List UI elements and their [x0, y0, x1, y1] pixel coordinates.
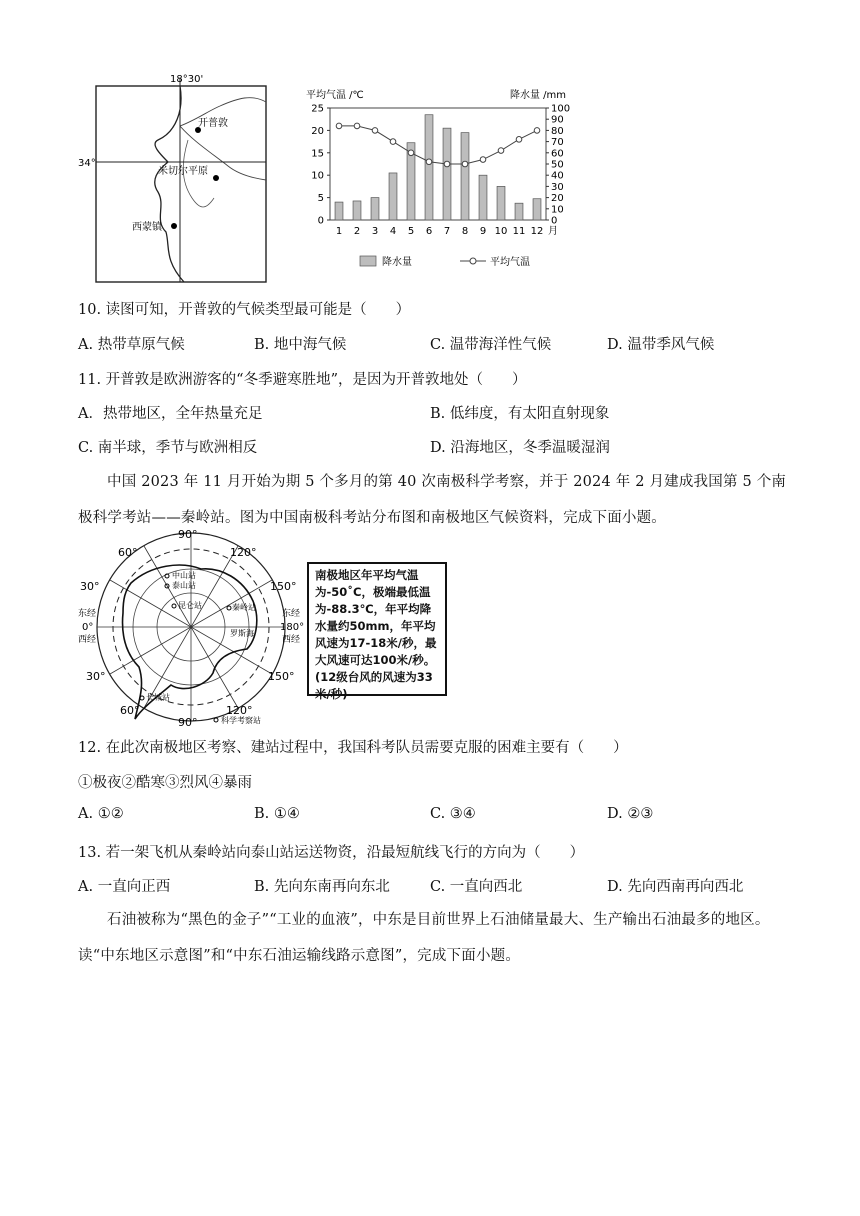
legend-station-label: 科学考察站 — [221, 716, 261, 725]
station-qinling: 秦岭站 — [232, 603, 256, 612]
station-zhongshan: 中山站 — [172, 571, 196, 580]
right-tick-label: 80 — [551, 125, 564, 137]
q12-option-d[interactable]: D. ②③ — [607, 806, 654, 822]
temp-point — [498, 148, 504, 154]
left-tick-label: 25 — [311, 103, 324, 115]
lon-120-bottom: 120° — [226, 704, 253, 717]
left-tick-label: 0 — [317, 215, 324, 227]
q13-option-b[interactable]: B. 先向东南再向东北 — [254, 879, 390, 895]
passage-middle-east-oil: 石油被称为“黑色的金子”“工业的血液”，中东是目前世界上石油储量最大、生产输出石油最多的地区。读“中东地区示意图”和“中东石油运输线路示意图”，完成下面小题。 — [78, 912, 770, 964]
right-tick-label: 20 — [551, 193, 564, 205]
simon-dot — [171, 223, 177, 229]
temp-point — [336, 123, 342, 129]
capetown-label: 开普敦 — [198, 118, 228, 129]
plot-frame — [330, 108, 546, 220]
legend-line-marker — [470, 258, 476, 264]
lon-east-right: 东经 — [282, 609, 301, 619]
precip-bar — [497, 186, 505, 220]
left-tick-label: 10 — [311, 170, 324, 182]
latitude-label: 34° — [78, 158, 96, 169]
sea-ross: 罗斯海 — [230, 629, 254, 638]
plain-label: 米切尔平原 — [158, 166, 208, 177]
kunlun-dot — [172, 604, 176, 608]
legend-station-dot — [214, 718, 218, 722]
q10-option-a[interactable]: A. 热带草原气候 — [78, 337, 185, 353]
precip-bar — [335, 202, 343, 220]
temp-line — [339, 126, 537, 164]
q10-option-c[interactable]: C. 温带海洋性气候 — [430, 337, 552, 353]
q10-stem: 10. 读图可知，开普敦的气候类型最可能是（ ） — [78, 302, 411, 318]
qinling-dot — [227, 606, 231, 610]
climate-chart — [290, 78, 620, 278]
x-tick-label: 12 — [530, 226, 544, 237]
precip-bar — [479, 175, 487, 220]
temp-point — [408, 150, 414, 156]
temp-point — [480, 157, 486, 163]
legend-bar-label: 降水量 — [382, 257, 412, 268]
q11-option-d[interactable]: D. 沿海地区，冬季温暖湿润 — [430, 440, 610, 456]
q12-option-c[interactable]: C. ③④ — [430, 806, 476, 822]
temp-point — [426, 159, 432, 165]
right-tick-label: 70 — [551, 137, 564, 149]
lon-30-bottom: 30° — [86, 670, 106, 683]
x-tick-label: 10 — [494, 226, 508, 237]
precip-bar — [461, 133, 469, 220]
right-tick-label: 30 — [551, 181, 564, 193]
cape-town-map — [78, 70, 278, 290]
x-tick-label: 7 — [443, 226, 451, 237]
q11-option-b[interactable]: B. 低纬度，有太阳直射现象 — [430, 406, 610, 422]
lon-150-top: 150° — [270, 580, 297, 593]
x-tick-label: 2 — [353, 226, 361, 237]
legend-line-label: 平均气温 — [490, 257, 530, 268]
lon-30-top: 30° — [80, 580, 100, 593]
precip-bar — [371, 198, 379, 220]
precip-bar — [515, 203, 523, 220]
temp-point — [516, 137, 522, 143]
plain-dot — [213, 175, 219, 181]
right-tick-label: 10 — [551, 204, 564, 216]
longitude-label: 18°30' — [170, 74, 204, 85]
x-tick-label: 4 — [389, 226, 397, 237]
x-tick-label: 8 — [461, 226, 469, 237]
antarctic-polar-map — [74, 528, 304, 728]
station-kunlun: 昆仑站 — [178, 601, 202, 610]
left-tick-label: 5 — [317, 193, 324, 205]
left-tick-label: 20 — [311, 125, 324, 137]
left-tick-label: 15 — [311, 148, 324, 160]
lon-120-top: 120° — [230, 546, 257, 559]
q10-option-d[interactable]: D. 温带季风气候 — [607, 337, 715, 353]
x-tick-label: 3 — [371, 226, 379, 237]
lon-60-top: 60° — [118, 546, 138, 559]
x-tick-label: 6 — [425, 226, 433, 237]
lon-90-top: 90° — [178, 528, 198, 541]
antarctic-climate-info-box: 南极地区年平均气温为-50˚C，极端最低温为-88.3℃，年平均降水量约50mm，年平均风速为17-18米/秒，最大风速可达100米/秒。(12级台风的风速为33米/秒) — [307, 562, 447, 696]
right-tick-label: 40 — [551, 170, 564, 182]
q11-option-c[interactable]: C. 南半球，季节与欧洲相反 — [78, 440, 258, 456]
right-tick-label: 90 — [551, 114, 564, 126]
map-frame — [96, 86, 266, 282]
x-tick-label: 5 — [407, 226, 415, 237]
lon-180: 180° — [280, 622, 305, 633]
precip-bar — [443, 128, 451, 220]
station-changcheng: 长城站 — [146, 693, 170, 702]
lon-60-bottom: 60° — [120, 704, 140, 717]
temp-point — [444, 161, 450, 167]
right-tick-label: 0 — [551, 215, 558, 227]
precip-bar — [353, 201, 361, 220]
q12-option-b[interactable]: B. ①④ — [254, 806, 300, 822]
precip-bar — [425, 115, 433, 220]
temp-point — [462, 161, 468, 167]
q10-option-b[interactable]: B. 地中海气候 — [254, 337, 347, 353]
lon-east-left: 东经 — [78, 609, 97, 619]
right-tick-label: 50 — [551, 159, 564, 171]
right-axis-title: 降水量 /mm — [510, 90, 567, 101]
lon-150-bottom: 150° — [268, 670, 295, 683]
left-axis-title: 平均气温 /℃ — [306, 90, 364, 101]
right-tick-label: 60 — [551, 148, 564, 160]
q13-option-a[interactable]: A. 一直向正西 — [78, 879, 171, 895]
right-tick-label: 100 — [551, 103, 571, 115]
temp-point — [354, 123, 360, 129]
q12-option-a[interactable]: A. ①② — [78, 806, 124, 822]
simon-label: 西蒙镇 — [132, 222, 162, 233]
lon-west-left: 西经 — [78, 635, 97, 645]
q13-option-c[interactable]: C. 一直向西北 — [430, 879, 523, 895]
temp-point — [534, 128, 540, 134]
q13-option-d[interactable]: D. 先向西南再向西北 — [607, 879, 744, 895]
passage-antarctic: 中国 2023 年 11 月开始为期 5 个多月的第 40 次南极科学考察，并于 2024 年 2 月建成我国第 5 个南极科学考站——秦岭站。图为中国南极科考站分布图和南极地区气候资料，完成下面小题。 — [78, 474, 787, 526]
q12-stem: 12. 在此次南极地区考察、建站过程中，我国科考队员需要克服的困难主要有（ ） — [78, 740, 628, 756]
x-tick-label: 11 — [512, 226, 526, 237]
q11-stem: 11. 开普敦是欧洲游客的“冬季避寒胜地”，是因为开普敦地处（ ） — [78, 372, 527, 388]
lon-90-bottom: 90° — [178, 716, 198, 729]
temp-point — [390, 139, 396, 145]
lon-0: 0° — [82, 622, 94, 633]
x-tick-label: 9 — [479, 226, 487, 237]
lon-west-right: 西经 — [282, 635, 301, 645]
precip-bar — [533, 199, 541, 220]
q13-stem: 13. 若一架飞机从秦岭站向泰山站运送物资，沿最短航线飞行的方向为（ ） — [78, 845, 585, 861]
precip-bar — [389, 173, 397, 220]
station-taishan: 泰山站 — [172, 581, 196, 590]
q11-option-a[interactable]: A．热带地区，全年热量充足 — [78, 406, 263, 422]
x-tick-label: 1 — [335, 226, 343, 237]
temp-point — [372, 128, 378, 134]
x-unit-label: 月 — [548, 226, 558, 237]
q12-choices: ①极夜②酷寒③烈风④暴雨 — [78, 775, 252, 791]
legend-bar-swatch — [360, 256, 376, 266]
